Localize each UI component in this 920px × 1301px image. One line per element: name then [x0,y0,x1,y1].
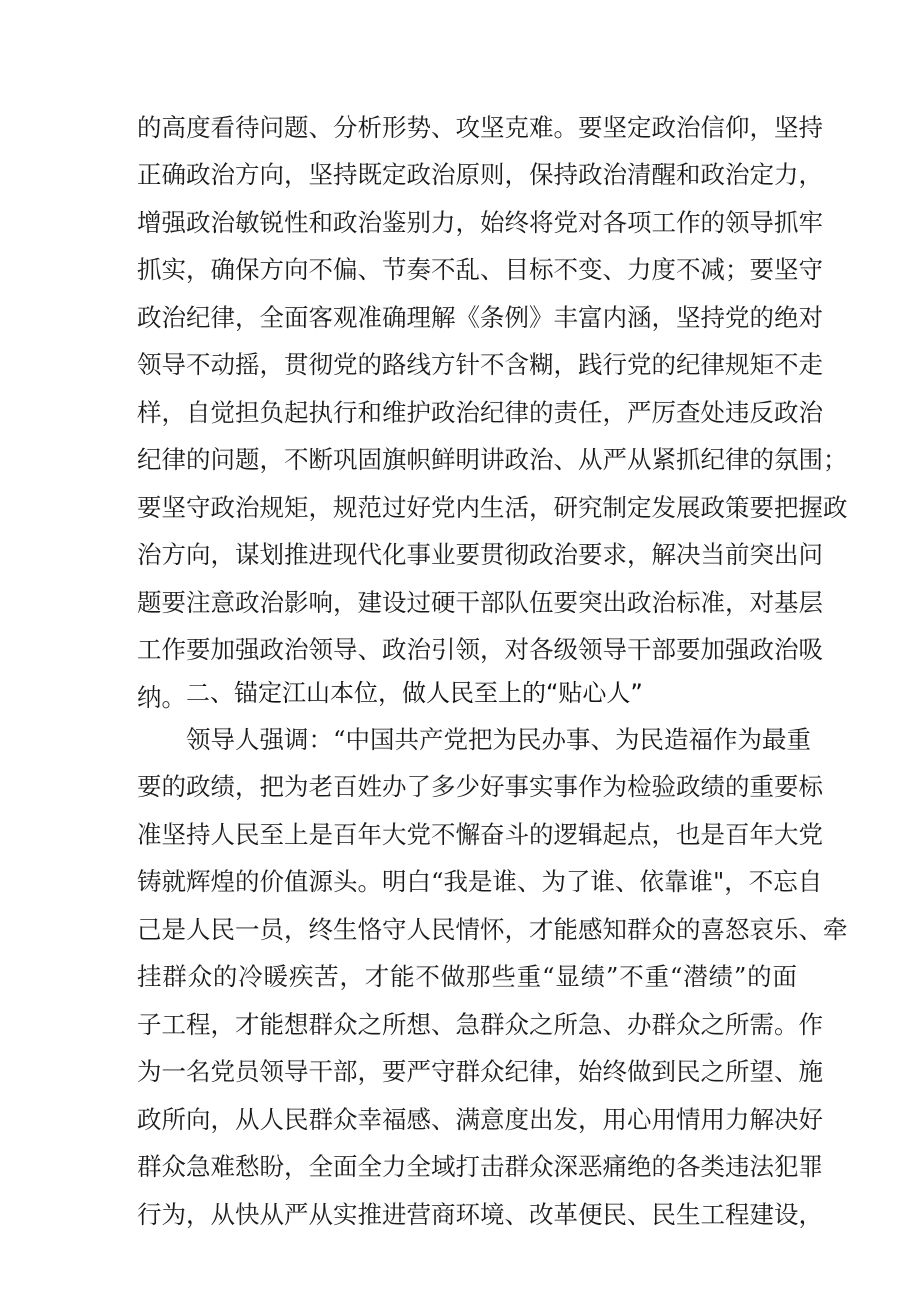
paragraph1-line-2: 正确政治方向，坚持既定政治原则，保持政治清醒和政治定力， [137,160,823,189]
paragraph2-line-9: 政所向，从人民群众幸福感、满意度出发，用心用情用力解决好 [137,1105,823,1134]
paragraph2-line-4: 铸就辉煌的价值源头。明白“我是谁、为了谁、依靠谁"，不忘自 [137,867,823,896]
paragraph1-line-1: 的高度看待问题、分析形势、攻坚克难。要坚定政治信仰，坚持 [137,113,823,142]
paragraph1-line-4: 抓实，确保方向不偏、节奏不乱、目标不变、力度不减；要坚守 [137,255,823,284]
paragraph1-line-8: 纪律的问题，不断巩固旗帜鲜明讲政治、从严从紧抓纪律的氛围； [137,445,848,474]
paragraph1-line-7: 样，自觉担负起执行和维护政治纪律的责任，严厉查处违反政治 [137,398,823,427]
paragraph2-line-7: 子工程，才能想群众之所想、急群众之所急、办群众之所需。作 [137,1010,823,1039]
paragraph2-line-5: 己是人民一员，终生恪守人民情怀，才能感知群众的喜怒哀乐、牵 [137,915,848,944]
paragraph2-line-8: 为一名党员领导干部，要严守群众纪律，始终做到民之所望、施 [137,1057,823,1086]
paragraph1-line-10: 治方向，谋划推进现代化事业要贯彻政治要求，解决当前突出问 [137,540,823,569]
paragraph1-line-5: 政治纪律，全面客观准确理解《条例》丰富内涵，坚持党的绝对 [137,303,823,332]
paragraph2-line-1: 领导人强调：“中国共产党把为民办事、为民造福作为最重 [186,725,812,754]
paragraph1-line-11: 题要注意政治影响，建设过硬干部队伍要突出政治标准，对基层 [137,588,823,617]
paragraph1-line-3: 增强政治敏锐性和政治鉴别力，始终将党对各项工作的领导抓牢 [137,208,823,237]
paragraph2-line-6: 挂群众的冷暖疾苦，才能不做那些重“显绩”不重“潜绩”的面 [137,962,797,991]
paragraph1-line-13: 纳。 [137,683,186,712]
paragraph1-line-6: 领导不动摇，贯彻党的路线方针不含糊，践行党的纪律规矩不走 [137,350,823,379]
paragraph1-line-9: 要坚守政治规矩，规范过好党内生活，研究制定发展政策要把握政 [137,493,848,522]
paragraph1-line-12: 工作要加强政治领导、政治引领，对各级领导干部要加强政治吸 [137,635,823,664]
paragraph2-line-11: 行为，从快从严从实推进营商环境、改革便民、民生工程建设， [137,1200,823,1229]
paragraph2-line-3: 准坚持人民至上是百年大党不懈奋斗的逻辑起点，也是百年大党 [137,820,823,849]
section-heading: 二、锚定江山本位，做人民至上的“贴心人” [186,679,643,707]
paragraph2-line-10: 群众急难愁盼，全面全力全域打击群众深恶痛绝的各类违法犯罪 [137,1152,823,1181]
paragraph2-line-2: 要的政绩，把为老百姓办了多少好事实事作为检验政绩的重要标 [137,772,823,801]
